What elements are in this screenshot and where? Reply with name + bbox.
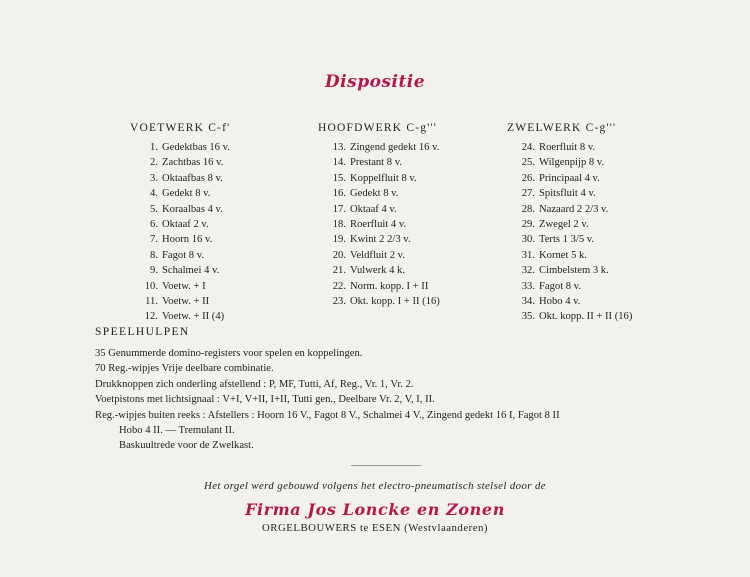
stop-item xyxy=(507,294,632,309)
stop-item xyxy=(130,186,230,201)
stop-number: 10. xyxy=(144,280,158,292)
stop-name: Voetw. + I xyxy=(162,280,206,292)
stop-number: 2. xyxy=(150,157,158,169)
stop-number: 13. xyxy=(332,142,346,153)
stop-number: 8. xyxy=(150,249,158,261)
stop-number: 1. xyxy=(150,142,158,153)
stop-number: 25. xyxy=(521,157,535,169)
stop-number: 9. xyxy=(150,265,158,277)
stop-item xyxy=(507,248,632,263)
stop-number: 33. xyxy=(521,280,535,292)
stop-name: Roerfluit 4 v. xyxy=(350,219,407,231)
stop-item xyxy=(318,294,440,309)
speelhulpen-heading: SPEELHULPEN xyxy=(95,326,190,338)
stop-name: Roerfluit 8 v. xyxy=(539,142,596,153)
speelhulpen-list xyxy=(95,346,560,454)
stop-number: 5. xyxy=(150,203,158,215)
stop-item xyxy=(130,217,230,232)
stop-name: Veldfluit 2 v. xyxy=(350,249,405,261)
firm-subtitle: ORGELBOUWERS te ESEN (Westvlaanderen) xyxy=(261,522,489,534)
stop-item xyxy=(318,155,440,170)
stop-name: Zachtbas 16 v. xyxy=(162,157,224,169)
stop-number: 34. xyxy=(521,296,535,308)
stop-name: Hobo 4 v. xyxy=(539,296,581,308)
column-heading: HOOFDWERK C-g''' xyxy=(318,122,438,134)
stop-number: 31. xyxy=(521,249,535,261)
stop-item xyxy=(318,248,440,263)
stop-name: Nazaard 2 2/3 v. xyxy=(539,203,609,215)
column-heading: ZWELWERK C-g''' xyxy=(507,122,617,134)
stop-number: 29. xyxy=(521,219,535,231)
stop-number: 4. xyxy=(150,188,158,200)
stop-item xyxy=(507,155,632,170)
stop-name: Vulwerk 4 k. xyxy=(350,265,405,277)
divider xyxy=(351,465,421,466)
stop-name: Kwint 2 2/3 v. xyxy=(350,234,411,246)
stop-item xyxy=(318,279,440,294)
stop-item xyxy=(318,202,440,217)
stop-number: 18. xyxy=(332,219,346,231)
stop-item xyxy=(130,232,230,247)
stop-number: 3. xyxy=(150,172,158,184)
speelhulp-line: 35 Genummerde domino-registers voor spelen en koppelingen. xyxy=(95,348,363,359)
stop-name: Fagot 8 v. xyxy=(162,249,204,261)
stop-number: 14. xyxy=(332,157,346,169)
stop-name: Koraalbas 4 v. xyxy=(162,203,223,215)
stop-item xyxy=(507,186,632,201)
stop-number: 17. xyxy=(332,203,346,215)
column-hoofdwerk xyxy=(318,122,440,309)
stop-number: 30. xyxy=(521,234,535,246)
column-voetwerk xyxy=(130,122,230,325)
stop-name: Schalmei 4 v. xyxy=(162,265,220,277)
stop-item xyxy=(130,171,230,186)
stop-number: 35. xyxy=(521,311,535,323)
stop-number: 6. xyxy=(150,219,158,231)
stop-number: 26. xyxy=(521,172,535,184)
stop-item xyxy=(130,202,230,217)
stop-name: Hoorn 16 v. xyxy=(162,234,213,246)
stop-number: 19. xyxy=(332,234,346,246)
stop-number: 16. xyxy=(332,188,346,200)
stop-number: 20. xyxy=(332,249,346,261)
stop-number: 32. xyxy=(521,265,535,277)
stop-name: Oktaaf 4 v. xyxy=(350,203,397,215)
stop-name: Principaal 4 v. xyxy=(539,172,600,184)
stop-number: 11. xyxy=(145,296,158,308)
stop-number: 7. xyxy=(150,234,158,246)
stop-name: Gedekt 8 v. xyxy=(350,188,399,200)
stop-list xyxy=(130,140,230,325)
column-zwelwerk xyxy=(507,122,632,325)
stop-number: 23. xyxy=(332,296,346,308)
stop-name: Zingend gedekt 16 v. xyxy=(350,142,440,153)
stop-name: Gedekt 8 v. xyxy=(162,188,211,200)
stop-name: Prestant 8 v. xyxy=(350,157,402,169)
stop-number: 22. xyxy=(332,280,346,292)
stop-item xyxy=(318,186,440,201)
speelhulp-line: Hobo 4 II. — Tremulant II. xyxy=(119,425,235,437)
stop-item xyxy=(130,248,230,263)
stop-number: 24. xyxy=(521,142,535,153)
speelhulp-line: Drukknoppen zich onderling afstellend : P, MF, Tutti, Af, Reg., Vr. 1, Vr. 2. xyxy=(95,378,414,390)
speelhulp-line: 70 Reg.-wipjes Vrije deelbare combinatie. xyxy=(95,363,274,375)
stop-name: Oktaafbas 8 v. xyxy=(162,172,223,184)
stop-name: Fagot 8 v. xyxy=(539,280,581,292)
stop-name: Okt. kopp. I + II (16) xyxy=(350,296,440,308)
stop-item xyxy=(507,171,632,186)
stop-item xyxy=(507,279,632,294)
stop-item xyxy=(130,309,230,324)
stop-name: Terts 1 3/5 v. xyxy=(539,234,595,246)
stop-item xyxy=(318,217,440,232)
stop-number: 15. xyxy=(332,172,346,184)
stop-name: Koppelfluit 8 v. xyxy=(350,172,417,184)
stop-name: Wilgenpijp 8 v. xyxy=(539,157,605,169)
stop-name: Kornet 5 k. xyxy=(539,249,587,261)
stop-item xyxy=(318,171,440,186)
column-heading: VOETWERK C-f' xyxy=(130,122,231,134)
speelhulp-line: Reg.-wipjes buiten reeks : Afstellers : Hoorn 16 V., Fagot 8 V., Schalmei 4 V., Zingend gedekt 16 I, Fagot 8 II xyxy=(95,409,560,421)
stop-list xyxy=(507,140,632,325)
stop-name: Voetw. + II xyxy=(162,296,210,308)
stop-item xyxy=(507,140,632,155)
stop-name: Spitsfluit 4 v. xyxy=(539,188,596,200)
stop-name: Cimbelstem 3 k. xyxy=(539,265,609,277)
stop-item xyxy=(507,309,632,324)
stop-item xyxy=(507,263,632,278)
stop-item xyxy=(507,232,632,247)
stop-name: Zwegel 2 v. xyxy=(539,219,589,231)
stop-name: Voetw. + II (4) xyxy=(162,311,225,323)
speelhulp-line: Baskuultrede voor de Zwelkast. xyxy=(119,440,254,452)
stop-item xyxy=(318,263,440,278)
stop-item xyxy=(507,202,632,217)
stop-item xyxy=(507,217,632,232)
stop-item xyxy=(130,294,230,309)
stop-number: 21. xyxy=(332,265,346,277)
stop-item xyxy=(318,232,440,247)
builder-statement: Het orgel werd gebouwd volgens het electro-pneumatisch stelsel door de xyxy=(204,480,546,492)
page-title: Dispositie xyxy=(324,72,426,92)
stop-name: Gedektbas 16 v. xyxy=(162,142,230,153)
stop-list xyxy=(318,140,440,309)
speelhulp-line: Voetpistons met lichtsignaal : V+I, V+II, I+II, Tutti gen., Deelbare Vr. 2, V, I, II. xyxy=(95,394,435,406)
stop-item xyxy=(130,155,230,170)
firm-name: Firma Jos Loncke en Zonen xyxy=(245,500,505,519)
stop-name: Norm. kopp. I + II xyxy=(350,280,429,292)
stop-item xyxy=(130,263,230,278)
stop-number: 28. xyxy=(521,203,535,215)
stop-item xyxy=(318,140,440,155)
stop-number: 12. xyxy=(144,311,158,323)
stop-item xyxy=(130,279,230,294)
stop-name: Oktaaf 2 v. xyxy=(162,219,209,231)
stop-name: Okt. kopp. II + II (16) xyxy=(539,311,633,323)
stop-item xyxy=(130,140,230,155)
stop-number: 27. xyxy=(521,188,535,200)
